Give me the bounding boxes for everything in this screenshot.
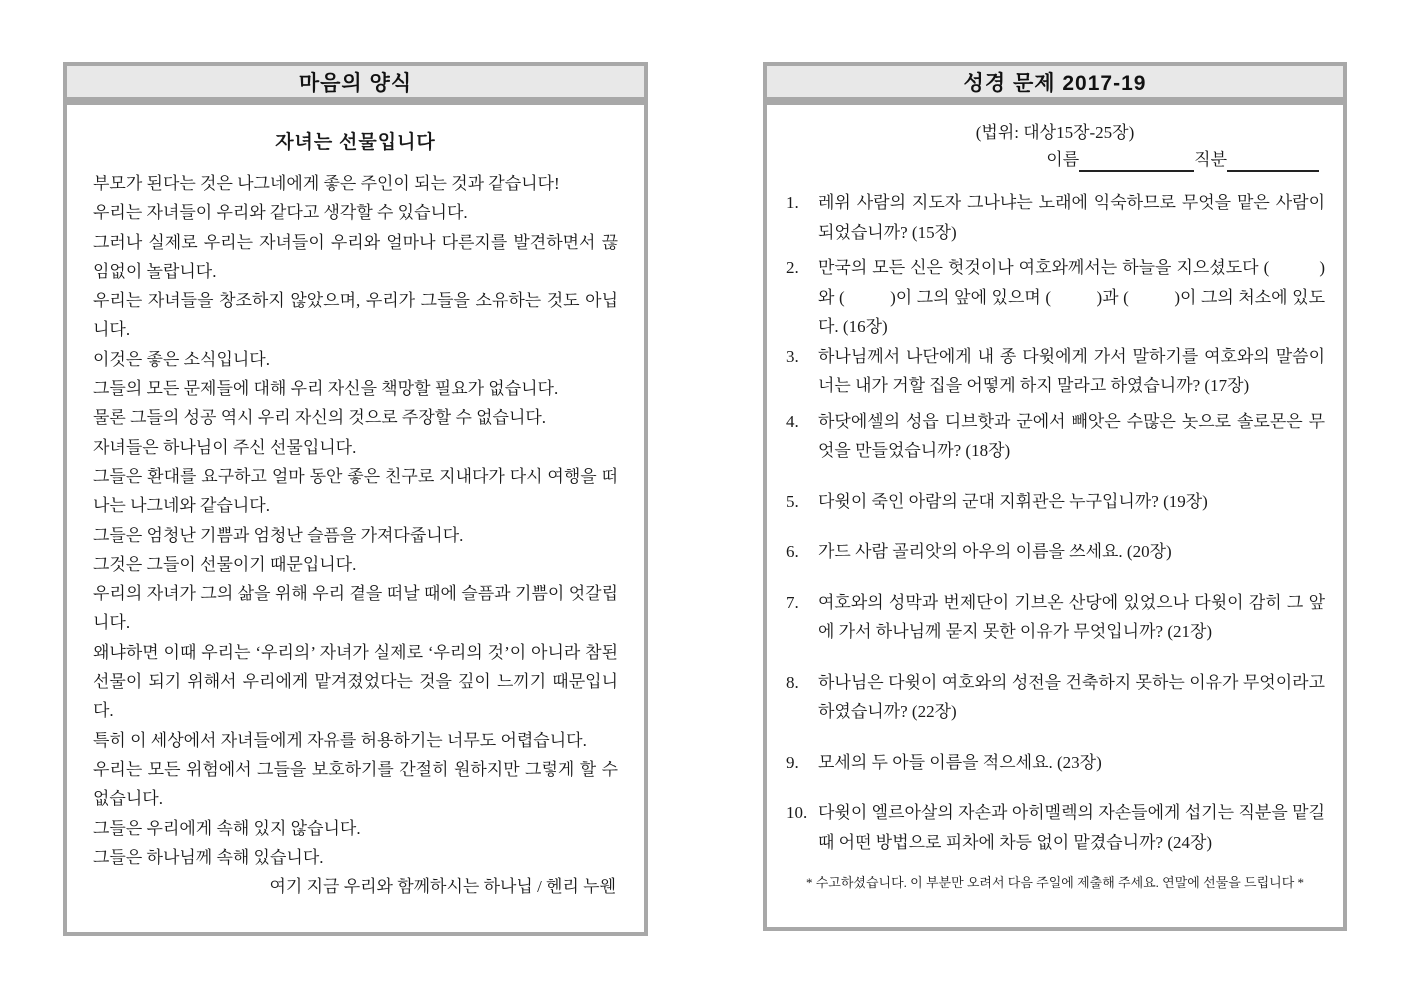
paragraph: 부모가 된다는 것은 나그네에게 좋은 주인이 되는 것과 같습니다! (93, 174, 560, 193)
name-blank (1079, 150, 1194, 172)
paragraph: 그들은 하나님께 속해 있습니다. (93, 847, 324, 867)
question-number: 6. (786, 542, 799, 561)
paragraph: 특히 이 세상에서 자녀들에게 자유를 허용하기는 너무도 어렵습니다. (93, 730, 587, 750)
left-page-header-title: 마음의 양식 (298, 71, 413, 95)
right-page (763, 62, 1347, 931)
question-text: 레위 사람의 지도자 그나냐는 노래에 익숙하므로 무엇을 맡은 사람이 되었습니까? (15장) (818, 193, 1325, 242)
question-number: 9. (786, 752, 799, 772)
paragraph: 물론 그들의 성공 역시 우리 자신의 것으로 주장할 수 없습니다. (93, 408, 547, 428)
paragraph: 이것은 좋은 소식입니다. (93, 349, 270, 369)
paragraph: 자녀들은 하나님이 주신 선물입니다. (93, 437, 357, 457)
question-number: 4. (786, 411, 799, 431)
quiz-footer-note: * 수고하셨습니다. 이 부분만 오려서 다음 주일에 제출해 주세요. 연말에 선물을 드립니다 * (805, 875, 1305, 890)
paragraph: 우리는 자녀들을 창조하지 않았으며, 우리가 그들을 소유하는 것도 아닙니다. (93, 291, 618, 340)
question-number: 1. (786, 193, 799, 212)
paragraph: 그들은 우리에게 속해 있지 않습니다. (93, 818, 361, 838)
question-number: 10. (786, 803, 808, 822)
question (785, 487, 1325, 517)
right-page-header-title: 성경 문제 2017-19 (963, 71, 1147, 95)
question (785, 668, 1325, 727)
left-page-body (63, 101, 648, 936)
paragraph: 그러나 실제로 우리는 자녀들이 우리와 얼마나 다른지를 발견하면서 끊임없이 놀랍니다. (93, 232, 618, 281)
question-text: 모세의 두 아들 이름을 적으세요. (23장) (818, 752, 1102, 772)
role-blank (1227, 150, 1319, 172)
paragraph: 그들의 모든 문제들에 대해 우리 자신을 책망할 필요가 없습니다. (93, 379, 559, 399)
name-label: 이름 (1046, 150, 1080, 169)
devotional-text (93, 169, 618, 872)
paragraph: 그것은 그들이 선물이기 때문입니다. (93, 554, 357, 574)
question-text: 여호와의 성막과 번제단이 기브온 산당에 있었으나 다윗이 감히 그 앞에 가서 하나님께 묻지 못한 이유가 무엇입니까? (21장) (818, 592, 1325, 641)
question-text: 하나님은 다윗이 여호와의 성전을 건축하지 못하는 이유가 무엇이라고 하였습니까? (22장) (818, 672, 1325, 721)
question (785, 342, 1325, 401)
scope-note: (법위: 대상15장-25장) (975, 123, 1135, 142)
paragraph: 왜냐하면 이때 우리는 ‘우리의’ 자녀가 실제로 ‘우리의 것’이 아니라 참된 선물이 되기 위해서 우리에게 맡겨졌었다는 것을 깊이 느끼기 때문입니다. (93, 642, 618, 721)
question-text: 하닷에셀의 성읍 디브핫과 군에서 빼앗은 수많은 놋으로 솔로몬은 무엇을 만들었습니까? (18장) (818, 411, 1325, 460)
question-text: 만국의 모든 신은 헛것이나 여호와께서는 하늘을 지으셨도다 ( )와 ( )이 그의 앞에 있으며 ( )과 ( )이 그의 처소에 있도다. (16장) (818, 258, 1325, 336)
right-page-body (763, 101, 1347, 931)
question-number: 7. (786, 592, 799, 612)
question (785, 588, 1325, 647)
question-number: 5. (786, 491, 799, 511)
question-number: 8. (786, 672, 799, 692)
paragraph: 우리의 자녀가 그의 삶을 위해 우리 곁을 떠날 때에 슬픔과 기쁨이 엇갈립니다. (93, 584, 618, 633)
question-text: 가드 사람 골리앗의 아우의 이름을 쓰세요. (20장) (818, 542, 1172, 561)
name-field-row (785, 148, 1325, 172)
question-number: 3. (786, 346, 799, 366)
paragraph: 그들은 엄청난 기쁨과 엄청난 슬픔을 가져다줍니다. (93, 525, 464, 545)
question-text: 다윗이 죽인 아람의 군대 지휘관은 누구입니까? (19장) (818, 491, 1208, 511)
question (785, 253, 1325, 342)
attribution-line: 여기 지금 우리와 함께하시는 하나닙 / 헨리 누웬 (269, 877, 616, 897)
role-label: 직분 (1194, 150, 1227, 169)
question (785, 188, 1325, 247)
paragraph: 그들은 환대를 요구하고 얼마 동안 좋은 친구로 지내다가 다시 여행을 떠나는 나그네와 같습니다. (93, 466, 618, 516)
left-page (63, 62, 648, 936)
right-page-header (763, 62, 1347, 101)
question-text: 다윗이 엘르아살의 자손과 아히멜렉의 자손들에게 섭기는 직분을 맡길 때 어떤 방법으로 피차에 차등 없이 맡겼습니까? (24장) (818, 803, 1325, 852)
question-text: 하나님께서 나단에게 내 종 다윗에게 가서 말하기를 여호와의 말씀이 너는 내가 거할 집을 어떻게 하지 말라고 하였습니까? (17장) (818, 346, 1325, 395)
left-page-header (63, 62, 648, 101)
question (785, 407, 1325, 466)
question (785, 537, 1325, 567)
question-number: 2. (786, 258, 799, 277)
paragraph: 우리는 모든 위험에서 그들을 보호하기를 간절히 원하지만 그렇게 할 수 없습니다. (93, 759, 618, 809)
question-list (785, 188, 1325, 857)
paragraph: 우리는 자녀들이 우리와 같다고 생각할 수 있습니다. (93, 203, 468, 223)
question (785, 798, 1325, 857)
question (785, 748, 1325, 778)
devotional-title: 자녀는 선물입니다 (275, 132, 436, 153)
